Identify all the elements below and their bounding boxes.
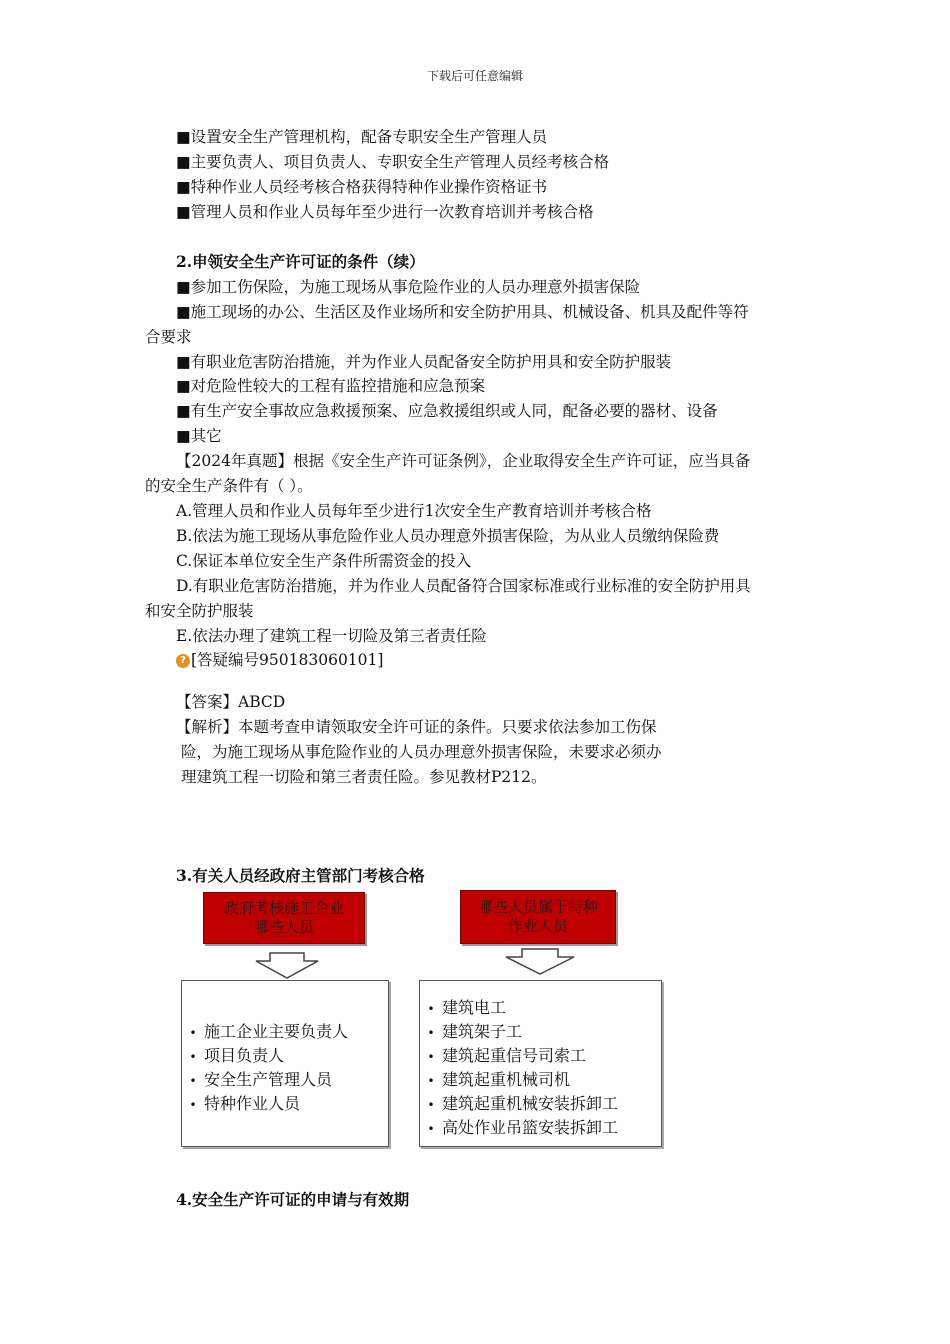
question-stem-continued: 的安全生产条件有（ ）。 [145, 477, 313, 495]
qa-number: [答疑编号950183060101] [191, 651, 384, 669]
page-header: 下载后可任意编辑 [426, 69, 523, 83]
option-c: C.保证本单位安全生产条件所需资金的投入 [176, 552, 472, 570]
left-list-box [181, 980, 389, 1147]
analysis-continued: 理建筑工程一切险和第三者责任险。参见教材P212。 [181, 768, 547, 786]
left-header-line: 政府考核施工企业 [223, 899, 344, 917]
requirement-item: ■管理人员和作业人员每年至少进行一次教育培训并考核合格 [176, 203, 594, 221]
option-b: B.依法为施工现场从事危险作业人员办理意外损害保险，为从业人员缴纳保险费 [176, 527, 720, 545]
list-item: • 特种作业人员 [189, 1094, 301, 1113]
list-item: • 施工企业主要负责人 [189, 1022, 349, 1041]
right-list-box [419, 980, 662, 1147]
left-header-box [203, 892, 365, 944]
requirement-item: ■参加工伤保险，为施工现场从事危险作业的人员办理意外损害保险 [176, 278, 641, 296]
list-item: • 建筑架子工 [427, 1022, 523, 1041]
list-item: • 建筑电工 [427, 998, 507, 1017]
question-icon[interactable]: ? [176, 654, 190, 668]
question-stem: 【2024年真题】根据《安全生产许可证条例》，企业取得安全生产许可证，应当具备 [176, 452, 751, 470]
section-title: 4.安全生产许可证的申请与有效期 [176, 1190, 410, 1209]
list-item: • 高处作业吊篮安装拆卸工 [427, 1118, 619, 1137]
qa-reference[interactable] [176, 650, 383, 670]
analysis: 【解析】本题考查申请领取安全许可证的条件。只要求依法参加工伤保 [176, 718, 657, 736]
left-header-line: 哪些人员 [253, 918, 314, 936]
requirement-item: ■有生产安全事故应急救援预案、应急救援组织或人同，配备必要的器材、设备 [176, 402, 718, 420]
list-item: • 安全生产管理人员 [189, 1070, 333, 1089]
requirement-item: ■对危险性较大的工程有监控措施和应急预案 [176, 377, 486, 395]
list-item: • 建筑起重机械司机 [427, 1070, 571, 1089]
right-header-box [460, 890, 616, 944]
requirement-item: ■施工现场的办公、生活区及作业场所和安全防护用具、机械设备、机具及配件等符 [176, 303, 749, 321]
right-header-line: 哪些人员属于特种 [477, 898, 598, 916]
down-arrow-icon [252, 952, 322, 980]
requirement-item-continued: 合要求 [145, 328, 192, 346]
option-e: E.依法办理了建筑工程一切险及第三者责任险 [176, 627, 487, 645]
section-title: 3.有关人员经政府主管部门考核合格 [176, 866, 425, 885]
option-d-continued: 和安全防护服装 [145, 602, 254, 620]
down-arrow-icon [502, 948, 578, 976]
list-item: • 项目负责人 [189, 1046, 285, 1065]
requirement-item: ■特种作业人员经考核合格获得特种作业操作资格证书 [176, 178, 548, 196]
analysis-continued: 险，为施工现场从事危险作业的人员办理意外损害保险，未要求必须办 [181, 743, 662, 761]
option-a: A.管理人员和作业人员每年至少进行1次安全生产教育培训并考核合格 [176, 502, 652, 520]
section-title: 2.申领安全生产许可证的条件（续） [176, 252, 425, 271]
answer: 【答案】ABCD [176, 693, 286, 711]
list-item: • 建筑起重机械安装拆卸工 [427, 1094, 619, 1113]
list-item: • 建筑起重信号司索工 [427, 1046, 587, 1065]
requirement-item: ■主要负责人、项目负责人、专职安全生产管理人员经考核合格 [176, 153, 610, 171]
requirement-item: ■设置安全生产管理机构，配备专职安全生产管理人员 [176, 128, 548, 146]
right-header-line: 作业人员 [507, 917, 568, 935]
requirement-item: ■有职业危害防治措施，并为作业人员配备安全防护用具和安全防护服装 [176, 353, 672, 371]
option-d: D.有职业危害防治措施，并为作业人员配备符合国家标准或行业标准的安全防护用具 [176, 577, 751, 595]
requirement-item: ■其它 [176, 427, 222, 445]
